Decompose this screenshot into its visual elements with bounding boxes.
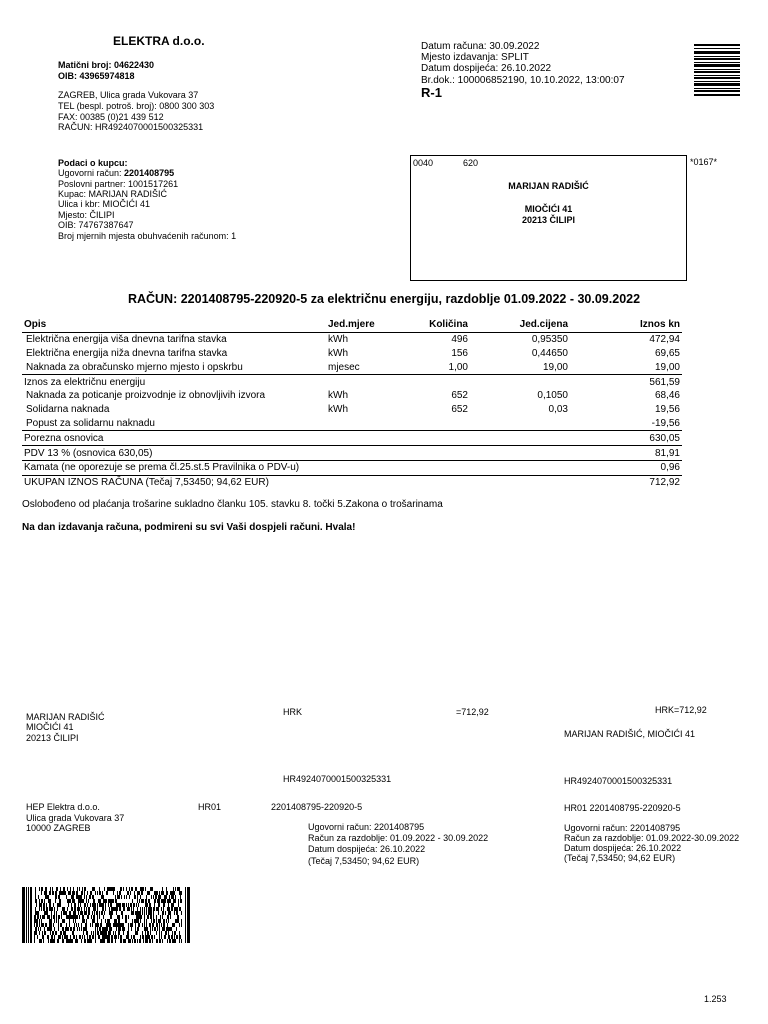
company-tel: TEL (bespl. potroš. broj): 0800 300 303 xyxy=(58,101,215,111)
slip-payee-street: Ulica grada Vukovara 37 xyxy=(26,813,125,823)
header-jed-mjere: Jed.mjere xyxy=(326,318,394,332)
paid-note: Na dan izdavanja računa, podmireni su svi Vaši dospjeli računi. Hvala! xyxy=(22,522,356,533)
company-name: ELEKTRA d.o.o. xyxy=(113,34,205,48)
row-unit: kWh xyxy=(328,334,348,346)
row-quantity: 496 xyxy=(451,334,468,346)
customer-contract-label: Ugovorni račun: xyxy=(58,168,125,178)
table-row xyxy=(22,403,682,417)
table-row-tax-base xyxy=(22,431,682,446)
customer-heading: Podaci o kupcu: xyxy=(58,158,128,168)
company-fax: FAX: 00385 (0)21 439 512 xyxy=(58,112,164,122)
slip-reference: 2201408795-220920-5 xyxy=(271,802,363,812)
row-amount: 472,94 xyxy=(649,334,680,346)
row-amount: 81,91 xyxy=(570,446,682,461)
invoice-table xyxy=(22,318,682,490)
row-unit-price xyxy=(470,475,570,489)
barcode-icon xyxy=(694,44,740,96)
table-row-vat xyxy=(22,446,682,461)
row-unit xyxy=(326,475,394,489)
row-unit: kWh xyxy=(328,404,348,416)
address-city: 20213 ČILIPI xyxy=(521,215,576,225)
slip-payer-city: 20213 ČILIPI xyxy=(26,733,79,743)
table-row xyxy=(22,389,682,403)
row-description: Naknada za obračunsko mjerno mjesto i opskrbu xyxy=(22,360,326,374)
slip-payee-name: HEP Elektra d.o.o. xyxy=(26,802,100,812)
slip-right-amount: HRK=712,92 xyxy=(655,705,707,715)
row-unit-price xyxy=(470,417,570,431)
header-kolicina: Količina xyxy=(394,318,470,332)
row-quantity xyxy=(394,375,470,389)
slip-payer-name: MARIJAN RADIŠIĆ xyxy=(26,712,105,722)
row-description: PDV 13 % (osnovica 630,05) xyxy=(22,446,326,461)
slip-currency: HRK xyxy=(283,707,303,717)
row-unit: kWh xyxy=(328,347,348,359)
slip-right-iban: HR4924070001500325331 xyxy=(564,776,673,786)
table-row xyxy=(22,347,682,361)
company-account: RAČUN: HR4924070001500325331 xyxy=(58,122,204,132)
row-quantity xyxy=(394,475,470,489)
row-quantity xyxy=(394,431,470,446)
row-description: Električna energija viša dnevna tarifna stavka xyxy=(26,334,227,346)
address-box xyxy=(410,155,687,281)
header-jed-cijena: Jed.cijena xyxy=(470,318,570,332)
slip-right-desc-contract: Ugovorni račun: 2201408795 xyxy=(564,823,681,833)
row-quantity: 1,00 xyxy=(394,360,470,374)
row-unit xyxy=(326,446,394,461)
doc-due: Datum dospijeća: 26.10.2022 xyxy=(421,63,552,74)
slip-right-reference: HR01 2201408795-220920-5 xyxy=(564,803,681,813)
customer-contract-value: 2201408795 xyxy=(124,168,175,178)
row-quantity xyxy=(394,417,470,431)
doc-number: Br.dok.: 100006852190, 10.10.2022, 13:00:07 xyxy=(421,75,625,86)
company-mb: Matični broj: 04622430 xyxy=(58,60,155,70)
slip-right-desc-due: Datum dospijeća: 26.10.2022 xyxy=(564,843,682,853)
slip-right-desc-period: Račun za razdoblje: 01.09.2022-30.09.2022 xyxy=(564,833,740,843)
slip-payer-street: MIOČIĆI 41 xyxy=(26,722,74,732)
header-iznos: Iznos kn xyxy=(570,318,682,332)
row-amount: -19,56 xyxy=(570,417,682,431)
address-name: MARIJAN RADIŠIĆ xyxy=(508,181,589,191)
table-row-interest xyxy=(22,460,682,475)
row-amount: 69,65 xyxy=(654,347,680,359)
customer-street: Ulica i kbr: MIOČIĆI 41 xyxy=(58,199,151,209)
row-unit-price: 0,44650 xyxy=(531,347,568,359)
slip-amount: =712,92 xyxy=(456,707,489,717)
address-street: MIOČIĆI 41 xyxy=(524,204,573,214)
slip-iban: HR4924070001500325331 xyxy=(283,774,392,784)
row-description: Porezna osnovica xyxy=(22,431,326,446)
row-unit: mjesec xyxy=(326,360,394,374)
row-description: Solidarna naknada xyxy=(26,404,110,416)
company-oib: OIB: 43965974818 xyxy=(58,71,135,81)
row-description: Električna energija niža dnevna tarifna stavka xyxy=(26,347,228,359)
page-code: 1.253 xyxy=(704,994,727,1004)
customer-partner: Poslovni partner: 1001517261 xyxy=(58,179,179,189)
row-unit-price xyxy=(470,431,570,446)
table-row-subtotal xyxy=(22,375,682,389)
row-unit xyxy=(326,417,394,431)
row-amount: 19,00 xyxy=(570,360,682,374)
doc-place: Mjesto izdavanja: SPLIT xyxy=(421,52,529,63)
row-quantity: 652 xyxy=(451,404,468,416)
row-description: Kamata (ne oporezuje se prema čl.25.st.5 Pravilnika o PDV-u) xyxy=(22,460,326,475)
row-amount: 630,05 xyxy=(570,431,682,446)
row-amount: 0,96 xyxy=(570,460,682,475)
row-unit xyxy=(326,375,394,389)
customer-oib: OIB: 74767387647 xyxy=(58,220,134,230)
customer-meters: Broj mjernih mjesta obuhvaćenih računom: 1 xyxy=(58,231,237,241)
row-quantity: 156 xyxy=(451,347,468,359)
slip-model: HR01 xyxy=(198,802,222,812)
slip-desc-due: Datum dospijeća: 26.10.2022 xyxy=(308,844,426,854)
slip-desc-rate: (Tečaj 7,53450; 94,62 EUR) xyxy=(308,856,420,866)
row-description: Iznos za električnu energiju xyxy=(24,376,146,388)
row-unit-price xyxy=(470,460,570,475)
row-unit xyxy=(326,431,394,446)
table-row-total xyxy=(22,475,682,489)
row-unit xyxy=(326,460,394,475)
row-quantity: 652 xyxy=(451,390,468,402)
address-code-2: 620 xyxy=(463,158,479,168)
address-code-1: 0040 xyxy=(413,158,434,168)
row-description: Popust za solidarnu naknadu xyxy=(22,417,326,431)
invoice-title: RAČUN: 2201408795-220920-5 za električnu energiju, razdoblje 01.09.2022 - 30.09.2022 xyxy=(127,292,641,306)
table-row xyxy=(22,417,682,431)
row-unit-price: 0,95350 xyxy=(531,334,568,346)
row-unit-price xyxy=(470,446,570,461)
slip-payee-city: 10000 ZAGREB xyxy=(26,823,91,833)
row-description: Naknada za poticanje proizvodnje iz obnovljivih izvora xyxy=(26,390,266,402)
customer-contract xyxy=(58,168,174,179)
table-header-row xyxy=(22,318,682,332)
row-amount: 68,46 xyxy=(654,390,680,402)
row-unit-price xyxy=(470,375,570,389)
header-opis: Opis xyxy=(22,318,326,332)
company-address: ZAGREB, Ulica grada Vukovara 37 xyxy=(58,90,199,100)
slip-right-payer: MARIJAN RADIŠIĆ, MIOČIĆI 41 xyxy=(564,729,696,739)
row-description: UKUPAN IZNOS RAČUNA (Tečaj 7,53450; 94,62 EUR) xyxy=(24,477,269,489)
row-unit-price: 0,03 xyxy=(548,404,568,416)
row-unit-price: 19,00 xyxy=(470,360,570,374)
doc-date: Datum računa: 30.09.2022 xyxy=(421,41,540,52)
row-unit: kWh xyxy=(328,390,348,402)
excise-note: Oslobođeno od plaćanja trošarine sukladno članku 105. stavku 8. točki 5.Zakona o trošarinama xyxy=(22,499,443,510)
row-quantity xyxy=(394,460,470,475)
row-amount: 561,59 xyxy=(649,376,680,388)
row-amount: 712,92 xyxy=(649,477,680,489)
doc-type: R-1 xyxy=(421,85,442,100)
customer-city: Mjesto: ČILIPI xyxy=(58,210,115,220)
slip-desc-contract: Ugovorni račun: 2201408795 xyxy=(308,822,425,832)
customer-buyer: Kupac: MARIJAN RADIŠIĆ xyxy=(58,189,168,199)
table-row xyxy=(22,360,682,374)
row-quantity xyxy=(394,446,470,461)
pdf417-barcode-icon xyxy=(22,887,190,943)
row-unit-price: 0,1050 xyxy=(537,390,568,402)
slip-desc-period: Račun za razdoblje: 01.09.2022 - 30.09.2022 xyxy=(308,833,489,843)
slip-right-desc-rate: (Tečaj 7,53450; 94,62 EUR) xyxy=(564,853,676,863)
table-row xyxy=(22,332,682,346)
row-amount: 19,56 xyxy=(654,404,680,416)
doc-code: *0167* xyxy=(690,157,718,167)
